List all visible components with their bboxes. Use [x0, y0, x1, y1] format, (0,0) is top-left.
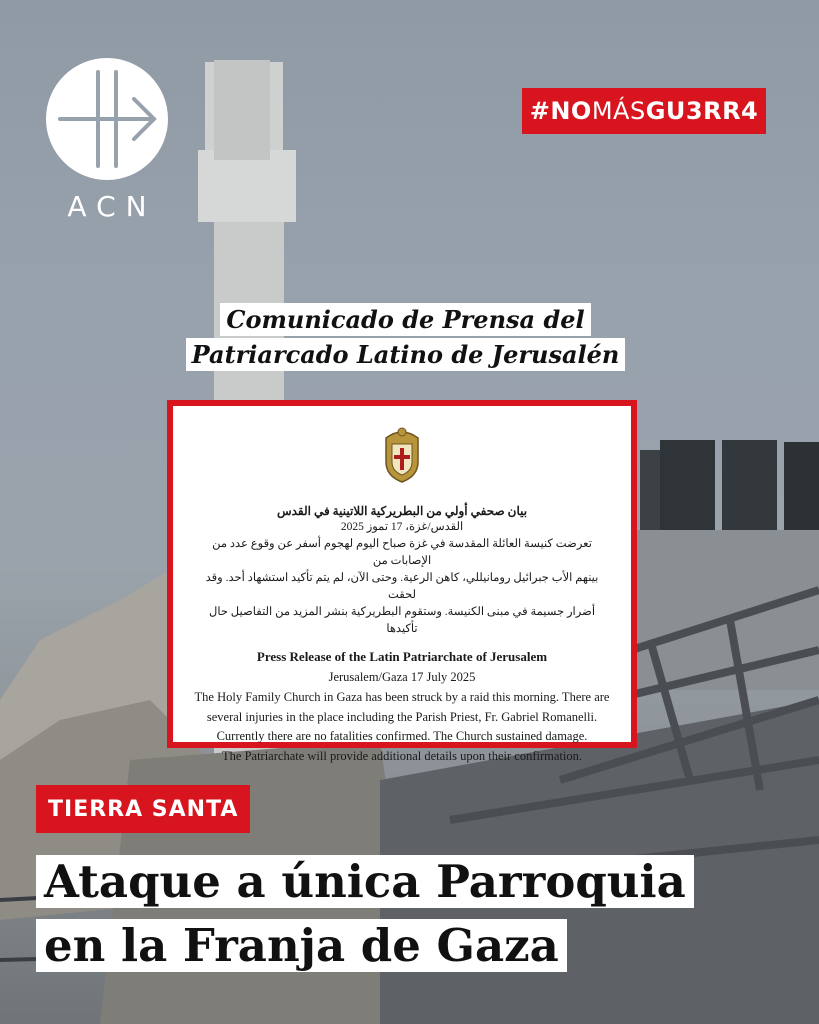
cross-arrow-icon [52, 64, 162, 174]
hashtag-banner [522, 88, 766, 134]
category-tag: TIERRA SANTA [36, 785, 250, 833]
patriarchate-crest-icon [380, 424, 424, 484]
press-release-document [167, 400, 637, 763]
press-title-line1: Comunicado de Prensa del [220, 303, 590, 336]
english-date: Jerusalem/Gaza 17 July 2025 [328, 670, 476, 684]
headline-line2: en la Franja de Gaza [36, 919, 567, 972]
arabic-date: القدس/غزة، 17 تموز 2025 [340, 521, 464, 533]
press-title-line2: Patriarcado Latino de Jerusalén [186, 338, 626, 371]
logo-circle [46, 58, 168, 180]
headline [36, 850, 796, 978]
arabic-line: أضرار جسيمة في مبنى الكنيسة. وستقوم البطريركية بنشر المزيد من التفاصيل حال تأكيدها [208, 606, 596, 635]
hashtag-prefix: #NO [529, 97, 592, 125]
headline-line1: Ataque a única Parroquia [36, 855, 694, 908]
hashtag-suffix: GU3RR4 [645, 97, 759, 125]
arabic-line: تعرضت كنيسة العائلة المقدسة في غزة صباح اليوم لهجوم أسفر عن وقوع عدد من الإصابات من [212, 538, 592, 567]
english-line: several injuries in the place including the Parish Priest, Fr. Gabriel Romanelli. [206, 709, 598, 724]
arabic-line: بينهم الأب جبرائيل رومانيللي، كاهن الرعية. وحتى الآن، لم يتم تأكيد استشهاد أحد. وقد لحقت [205, 572, 599, 601]
press-title [168, 302, 643, 372]
english-line: Currently there are no fatalities confirmed. The Church sustained damage. [216, 729, 588, 743]
logo-text: ACN [67, 190, 157, 223]
english-line: The Holy Family Church in Gaza has been struck by a raid this morning. There are [194, 690, 610, 704]
document-paper [173, 406, 631, 763]
acn-logo [46, 58, 168, 223]
hashtag-middle: MÁS [591, 97, 646, 125]
english-heading: Press Release of the Latin Patriarchate of Jerusalem [256, 649, 548, 664]
english-line: The Patriarchate will provide additional details upon their confirmation. [222, 748, 582, 763]
arabic-heading: بيان صحفي أولي من البطريركية اللاتينية في القدس [276, 504, 528, 518]
